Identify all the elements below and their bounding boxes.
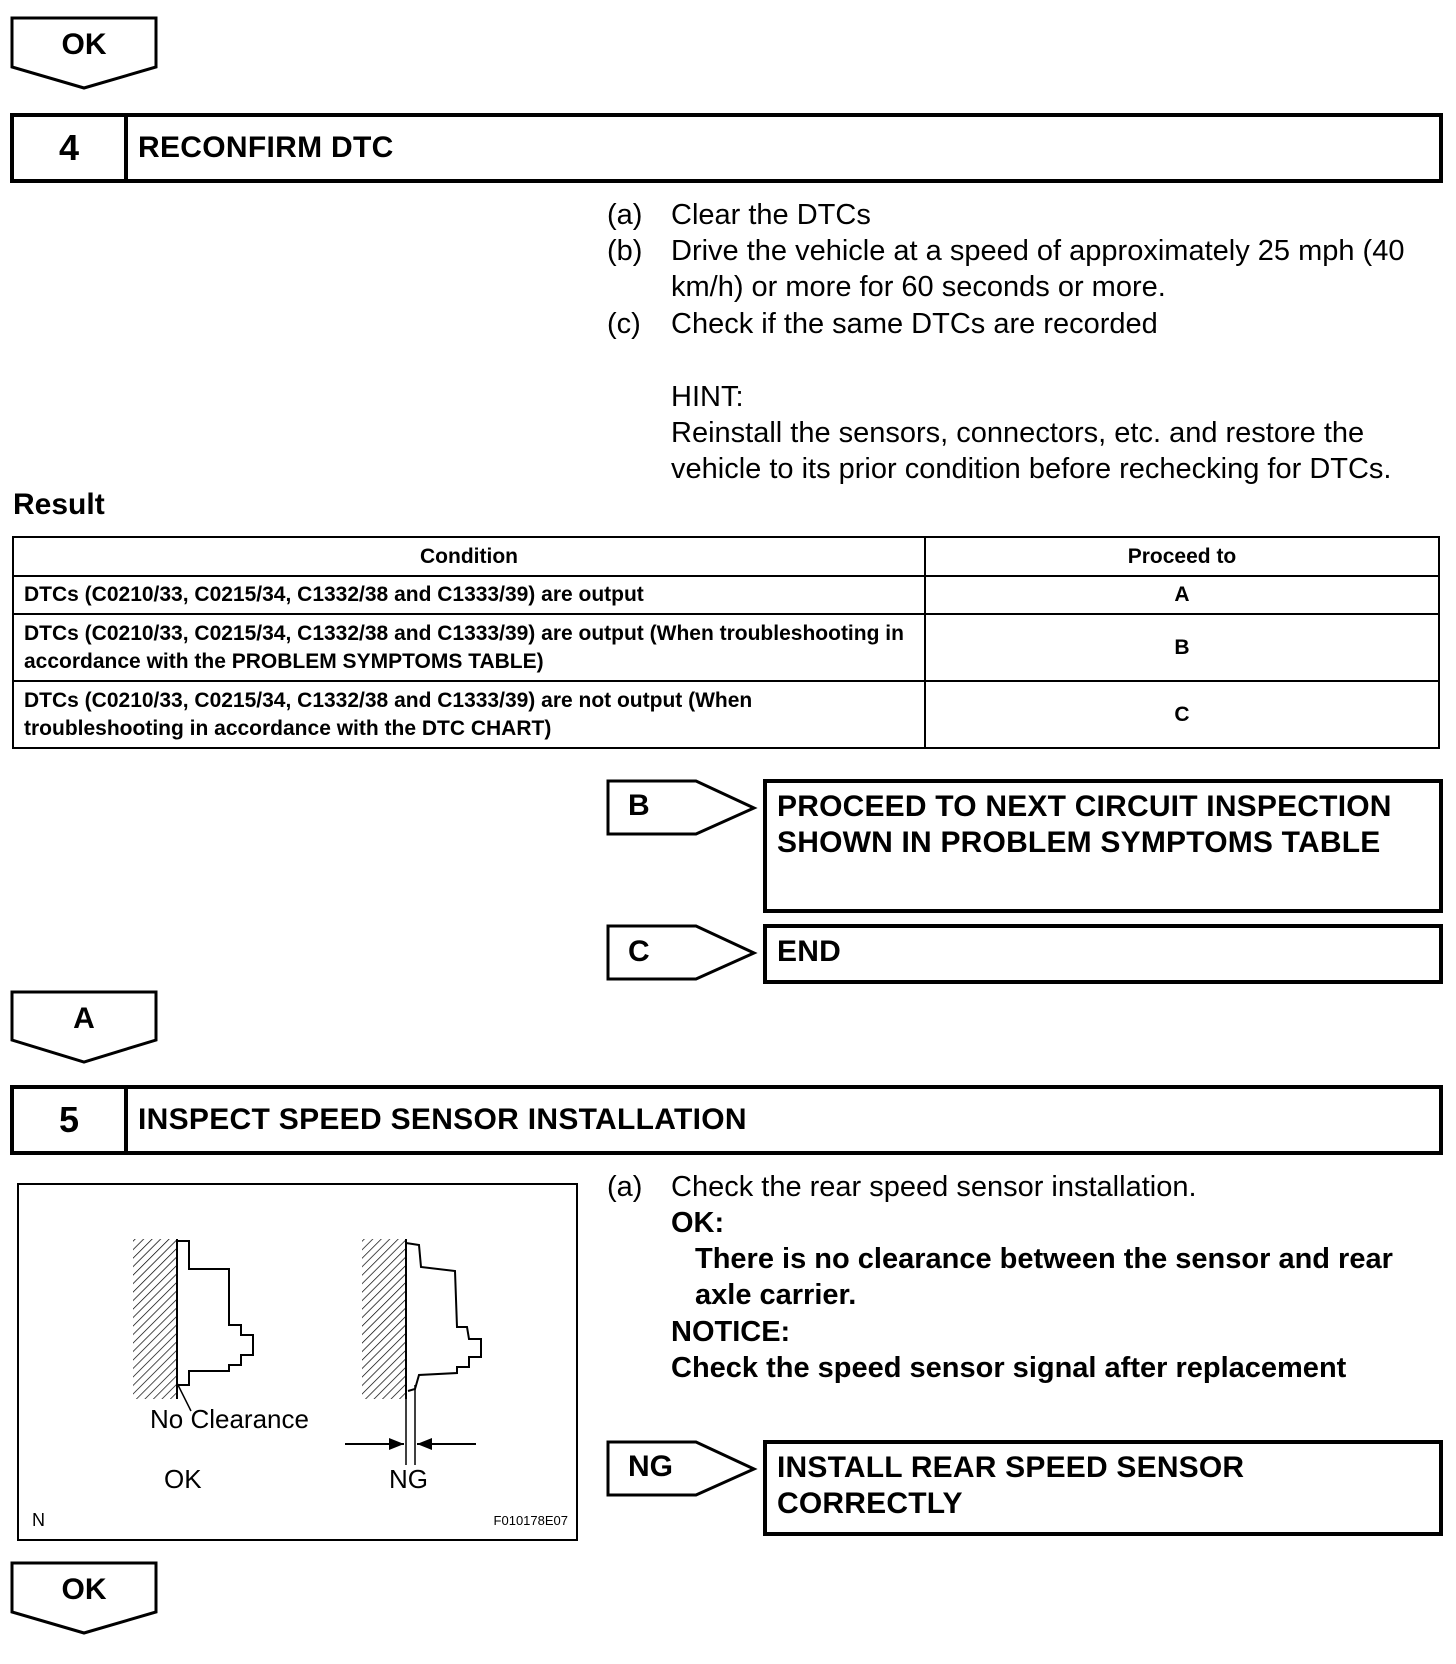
no-clearance-label: No Clearance — [150, 1404, 309, 1434]
proceed-cell: A — [925, 576, 1439, 614]
condition-cell: DTCs (C0210/33, C0215/34, C1332/38 and C1333/39) are not output (When troubleshooting in accordance with the DTC CHART) — [13, 681, 925, 748]
condition-cell: DTCs (C0210/33, C0215/34, C1332/38 and C1333/39) are output — [13, 576, 925, 614]
step-4-header — [10, 113, 1443, 183]
ok-bottom-label: OK — [61, 1573, 107, 1606]
table-row — [13, 576, 1439, 614]
result-table-header-row — [13, 537, 1439, 576]
ng-sensor-body — [406, 1243, 481, 1391]
figure-ok-label: OK — [164, 1464, 202, 1494]
column-header-proceed: Proceed to — [925, 537, 1439, 576]
step-4-item-c-text: Check if the same DTCs are recorded — [671, 308, 1158, 340]
step-5-header — [10, 1085, 1443, 1155]
branch-b-label: B — [628, 789, 650, 822]
step-5-notice-text: Check the speed sensor signal after replacement — [671, 1352, 1347, 1384]
proceed-cell: B — [925, 614, 1439, 681]
ng-carrier-wall — [362, 1239, 406, 1399]
step-4-item-a-text: Clear the DTCs — [671, 199, 871, 231]
step-5-notice-label: NOTICE: — [671, 1316, 791, 1348]
step-5-ok-text: There is no clearance between the sensor and rear axle carrier. — [695, 1243, 1393, 1311]
outcome-c-box: END — [763, 924, 1443, 984]
result-heading: Result — [13, 488, 105, 521]
sensor-diagram — [19, 1185, 576, 1539]
ok-sensor-body — [177, 1241, 253, 1385]
step-5-title: INSPECT SPEED SENSOR INSTALLATION — [138, 1103, 747, 1136]
outcome-b-box: PROCEED TO NEXT CIRCUIT INSPECTION SHOWN IN PROBLEM SYMPTOMS TABLE — [763, 779, 1443, 913]
branch-c-label: C — [628, 935, 650, 968]
branch-ng-label: NG — [628, 1450, 673, 1483]
result-table — [12, 536, 1440, 749]
step-4-number: 4 — [14, 117, 128, 179]
step-4-title: RECONFIRM DTC — [138, 131, 394, 164]
figure-code: F010178E07 — [493, 1513, 568, 1528]
outcome-ng-box: INSTALL REAR SPEED SENSOR CORRECTLY — [763, 1440, 1443, 1536]
branch-a-label: A — [73, 1002, 95, 1035]
sensor-installation-figure — [17, 1183, 578, 1541]
step-4-item-c-marker: (c) — [607, 308, 641, 340]
figure-corner-label: N — [32, 1510, 45, 1530]
step-4-hint-text: Reinstall the sensors, connectors, etc. and restore the vehicle to its prior condition before rechecking for DTCs. — [671, 417, 1392, 485]
ok-carrier-wall — [133, 1239, 177, 1399]
table-row — [13, 614, 1439, 681]
figure-ng-label: NG — [389, 1464, 428, 1494]
step-4-item-b-text: Drive the vehicle at a speed of approximately 25 mph (40 km/h) or more for 60 seconds or more. — [671, 235, 1405, 303]
column-header-condition: Condition — [13, 537, 925, 576]
table-row — [13, 681, 1439, 748]
step-4-hint-label: HINT: — [671, 381, 744, 413]
step-5-item-a-text: Check the rear speed sensor installation. — [671, 1171, 1197, 1203]
step-5-item-a-marker: (a) — [607, 1171, 643, 1203]
step-4-item-b-marker: (b) — [607, 235, 643, 267]
step-4-item-a-marker: (a) — [607, 199, 643, 231]
ok-top-label: OK — [61, 28, 107, 61]
proceed-cell: C — [925, 681, 1439, 748]
step-5-number: 5 — [14, 1089, 128, 1151]
step-5-ok-label: OK: — [671, 1207, 725, 1239]
condition-cell: DTCs (C0210/33, C0215/34, C1332/38 and C1333/39) are output (When troubleshooting in accordance with the PROBLEM SYMPTOMS TABLE) — [13, 614, 925, 681]
